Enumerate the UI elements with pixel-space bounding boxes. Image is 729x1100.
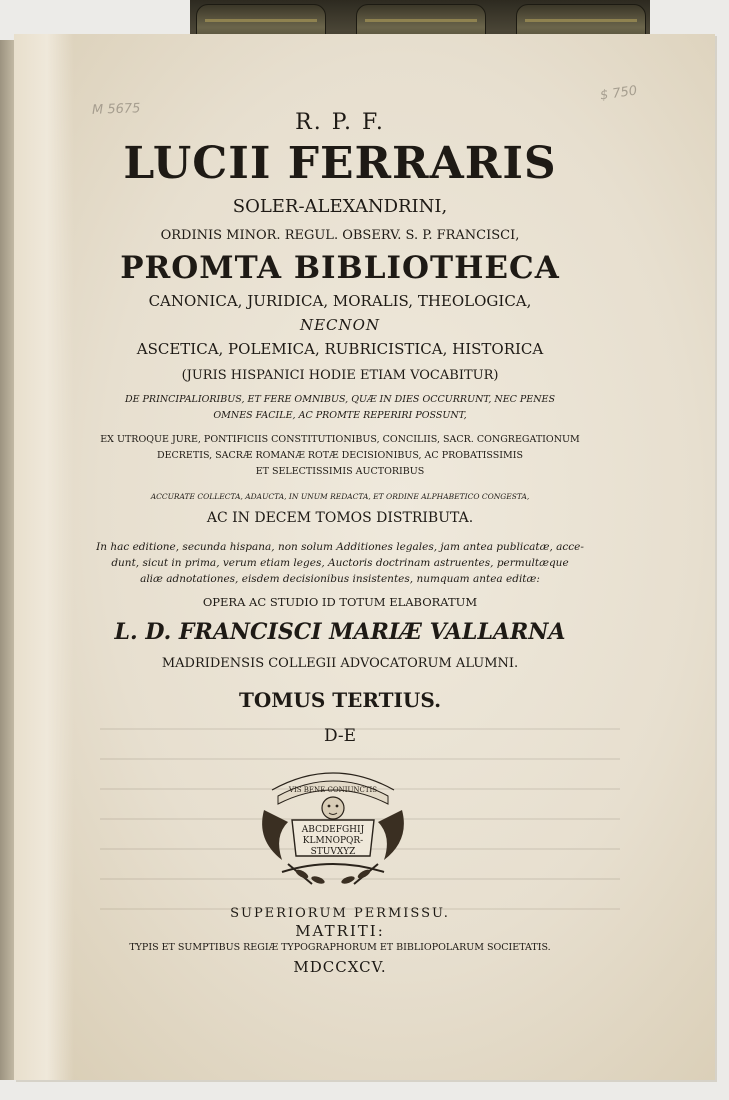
sources-line-2: DECRETIS, SACRÆ ROMANÆ ROTÆ DECISIONIBUS, AC PROBATISSIMIS xyxy=(156,450,524,461)
edition-note-1: In hac editione, secunda hispana, non solum Additiones legales, jam antea publicatæ, acce- xyxy=(96,541,584,553)
collecta-line: ACCURATE COLLECTA, ADAUCTA, IN UNUM REDACTA, ET ORDINE ALPHABETICO CONGESTA, xyxy=(150,492,530,501)
subjects-line-2: ASCETICA, POLEMICA, RUBRICISTICA, HISTORICA xyxy=(136,340,544,358)
publication-year: MDCCXCV. xyxy=(293,958,387,976)
author-name: LUCII FERRARIS xyxy=(123,138,557,189)
permission-line: SUPERIORUM PERMISSU. xyxy=(230,906,450,921)
printer-line: TYPIS ET SUMPTIBUS REGIÆ TYPOGRAPHORUM ET BIBLIOPOLARUM SOCIETATIS. xyxy=(129,942,551,953)
jurisdiction-line: (JURIS HISPANICI HODIE ETIAM VOCABITUR) xyxy=(181,368,499,383)
printer-device-ornament xyxy=(252,760,414,890)
prefix-line: R. P. F. xyxy=(295,110,385,135)
book-title: PROMTA BIBLIOTHECA xyxy=(120,250,560,286)
pencil-note-right: $ 750 xyxy=(599,83,639,104)
volume-number: TOMUS TERTIUS. xyxy=(238,688,442,712)
left-wing-icon xyxy=(262,810,288,860)
cherub-head-icon xyxy=(322,797,344,819)
alphabet-row-2: KLMNOPQR- xyxy=(302,836,364,846)
pencil-note-left: M 5675 xyxy=(91,101,141,118)
edition-note-3: aliæ adnotationes, eisdem decisionibus insistentes, numquam antea editæ: xyxy=(140,573,540,585)
editor-affiliation: MADRIDENSIS COLLEGII ADVOCATORUM ALUMNI. xyxy=(161,656,519,671)
subjects-line-1: CANONICA, JURIDICA, MORALIS, THEOLOGICA, xyxy=(148,292,532,310)
author-order: ORDINIS MINOR. REGUL. OBSERV. S. P. FRANCISCI, xyxy=(160,228,520,243)
alphabet-row-3: STUVXYZ xyxy=(310,847,356,857)
volume-letters: D-E xyxy=(323,726,357,746)
ornament-motto: VIS BENE CONIUNCTIS xyxy=(288,786,378,794)
opera-line: OPERA AC STUDIO ID TOTUM ELABORATUM xyxy=(202,595,478,609)
place-of-printing: MATRITI: xyxy=(295,922,385,940)
sources-line-1: EX UTROQUE JURE, PONTIFICIIS CONSTITUTIONIBUS, CONCILIIS, SACR. CONGREGATIONUM xyxy=(100,434,580,445)
distributa-line: AC IN DECEM TOMOS DISTRIBUTA. xyxy=(206,510,474,526)
description-line-1: DE PRINCIPALIORIBUS, ET FERE OMNIBUS, QUÆ IN DIES OCCURRUNT, NEC PENES xyxy=(124,394,556,405)
right-wing-icon xyxy=(378,810,404,860)
sources-line-3: ET SELECTISSIMIS AUCTORIBUS xyxy=(255,466,425,477)
editor-name: L. D. FRANCISCI MARIÆ VALLARNA xyxy=(114,619,566,645)
alphabet-row-1: ABCDEFGHIJ xyxy=(301,825,365,835)
author-origin: SOLER-ALEXANDRINI, xyxy=(232,196,448,217)
edition-note-2: dunt, sicut in prima, verum etiam leges, Auctoris doctrinam astruentes, permultæque xyxy=(111,557,569,569)
description-line-2: OMNES FACILE, AC PROMTE REPERIRI POSSUNT, xyxy=(213,410,467,421)
necnon-line: NECNON xyxy=(299,316,381,334)
